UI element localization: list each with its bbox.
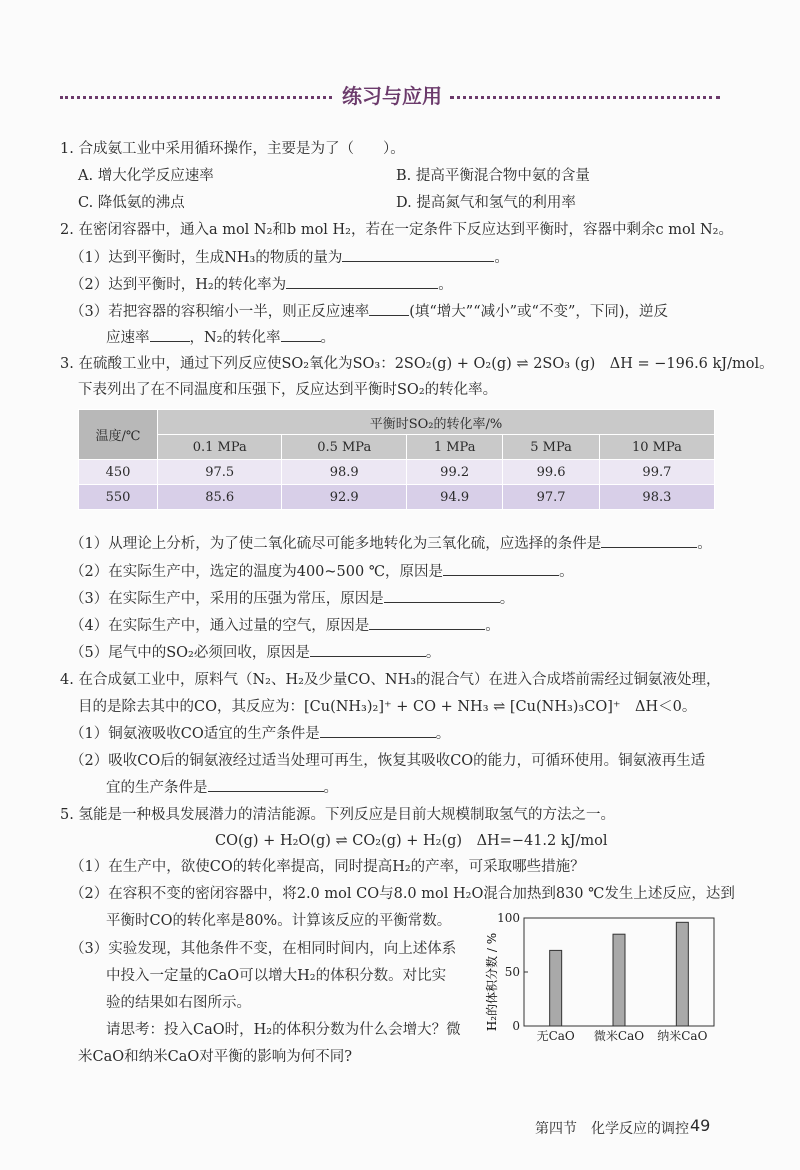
q5-question: 请思考：投入CaO时，H₂的体积分数为什么会增大？微	[106, 1022, 461, 1038]
bar	[550, 950, 562, 1026]
table-column-header: 0.5 MPa	[282, 435, 406, 460]
q4-stem: 4. 在合成氨工业中，原料气（N₂、H₂及少量CO、NH₃的混合气）在进入合成塔前需经过铜氨液处理，	[60, 672, 721, 688]
q5-part2: （2）在容积不变的密闭容器中，将2.0 mol CO与8.0 mol H₂O混合加热到830 ℃发生上述反应，达到	[70, 886, 735, 902]
table-cell: 99.2	[406, 460, 502, 485]
q5-question-cont: 米CaO和纳米CaO对平衡的影响为何不同?	[78, 1049, 353, 1065]
table-column-header: 5 MPa	[503, 435, 599, 460]
x-tick-label: 无CaO	[536, 1029, 575, 1043]
q5-part1: （1）在生产中，欲使CO的转化率提高，同时提高H₂的产率，可采取哪些措施？	[70, 859, 585, 875]
conversion-table	[78, 409, 715, 510]
q3-part2: （2）在实际生产中，选定的温度为400~500 ℃，原因是 。	[70, 560, 574, 581]
q2-part3-cont: 应速率 ，N₂的转化率 。	[106, 326, 335, 347]
q3-stem-2: 下表列出了在不同温度和压强下，反应达到平衡时SO₂的转化率。	[78, 382, 498, 398]
q4-part2: （2）吸收CO后的铜氨液经过适当处理可再生，恢复其吸收CO的能力，可循环使用。铜氨液再生适	[70, 753, 706, 769]
page-number: 49	[690, 1116, 711, 1135]
y-tick-label: 100	[497, 911, 520, 925]
q5-part3-cont: 中投入一定量的CaO可以增大H₂的体积分数。对比实	[106, 968, 447, 984]
q2-part2: （2）达到平衡时，H₂的转化率为 。	[70, 273, 453, 294]
q1-option-d: D. 提高氮气和氢气的利用率	[396, 195, 576, 211]
q5-part2-cont: 平衡时CO的转化率是80%。计算该反应的平衡常数。	[106, 913, 452, 929]
table-cell: 97.5	[158, 460, 282, 485]
q1-stem: 1. 合成氨工业中采用循环操作，主要是为了（ ）。	[60, 141, 405, 157]
table-column-header: 0.1 MPa	[158, 435, 282, 460]
q1-option-c: C. 降低氨的沸点	[78, 195, 185, 211]
q3-part4: （4）在实际生产中，通入过量的空气，原因是 。	[70, 614, 500, 635]
bar	[676, 922, 688, 1026]
table-cell: 94.9	[406, 485, 502, 510]
table-cell-temp: 450	[79, 460, 158, 485]
q3-part5: （5）尾气中的SO₂必须回收，原因是 。	[70, 641, 440, 662]
q4-stem-2: 目的是除去其中的CO，其反应为：[Cu(NH₃)₂]⁺ + CO + NH₃ ⇌ [Cu(NH₃)₃CO]⁺ ΔH＜0。	[78, 699, 697, 715]
q4-part1: （1）铜氨液吸收CO适宜的生产条件是 。	[70, 722, 450, 743]
header-rule-left	[60, 96, 332, 99]
q2-stem: 2. 在密闭容器中，通入a mol N₂和b mol H₂，若在一定条件下反应达到平衡时，容器中剩余c mol N₂。	[60, 222, 733, 238]
q4-part2-cont: 宜的生产条件是 。	[106, 776, 338, 797]
x-tick-label: 微米CaO	[593, 1029, 645, 1043]
bar	[613, 934, 625, 1026]
q2-part3: （3）若把容器的容积缩小一半，则正反应速率 (填“增大”“减小”或“不变”，下同)，逆反	[70, 300, 668, 321]
y-axis-label: H₂的体积分数 / %	[485, 932, 499, 1032]
q3-part3: （3）在实际生产中，采用的压强为常压，原因是 。	[70, 587, 514, 608]
table-cell: 92.9	[282, 485, 406, 510]
q2-part1: （1）达到平衡时，生成NH₃的物质的量为 。	[70, 246, 509, 267]
table-cell: 98.3	[599, 485, 714, 510]
table-row-header: 温度/℃	[79, 410, 158, 460]
table-cell: 97.7	[503, 485, 599, 510]
footer-section: 第四节 化学反应的调控	[535, 1121, 689, 1137]
q5-equation: CO(g) + H₂O(g) ⇌ CO₂(g) + H₂(g) ΔH=−41.2 kJ/mol	[215, 833, 608, 849]
table-cell: 98.9	[282, 460, 406, 485]
q5-part3-cont: 验的结果如右图所示。	[106, 995, 251, 1011]
table-cell: 85.6	[158, 485, 282, 510]
table-column-header: 1 MPa	[406, 435, 502, 460]
section-title: 练习与应用	[342, 84, 442, 108]
h2-volume-fraction-chart	[478, 910, 718, 1050]
q1-option-b: B. 提高平衡混合物中氨的含量	[396, 168, 590, 184]
table-cell-temp: 550	[79, 485, 158, 510]
q5-part3: （3）实验发现，其他条件不变，在相同时间内，向上述体系	[70, 941, 457, 957]
q3-stem: 3. 在硫酸工业中，通过下列反应使SO₂氧化为SO₃：2SO₂(g) + O₂(g) ⇌ 2SO₃ (g) ΔH = −196.6 kJ/mol。	[60, 356, 774, 372]
q5-stem: 5. 氢能是一种极具发展潜力的清洁能源。下列反应是目前大规模制取氢气的方法之一。	[60, 807, 615, 823]
x-tick-label: 纳米CaO	[657, 1029, 708, 1043]
table-row	[79, 460, 715, 485]
y-tick-label: 0	[512, 1019, 520, 1033]
table-column-header: 10 MPa	[599, 435, 714, 460]
q3-part1: （1）从理论上分析，为了使二氧化硫尽可能多地转化为三氧化硫，应选择的条件是 。	[70, 532, 712, 553]
q1-option-a: A. 增大化学反应速率	[78, 168, 214, 184]
table-cell: 99.6	[503, 460, 599, 485]
table-cell: 99.7	[599, 460, 714, 485]
y-tick-label: 50	[504, 965, 520, 979]
table-row	[79, 485, 715, 510]
header-rule-right	[450, 96, 720, 99]
table-group-header: 平衡时SO₂的转化率/%	[158, 410, 715, 435]
